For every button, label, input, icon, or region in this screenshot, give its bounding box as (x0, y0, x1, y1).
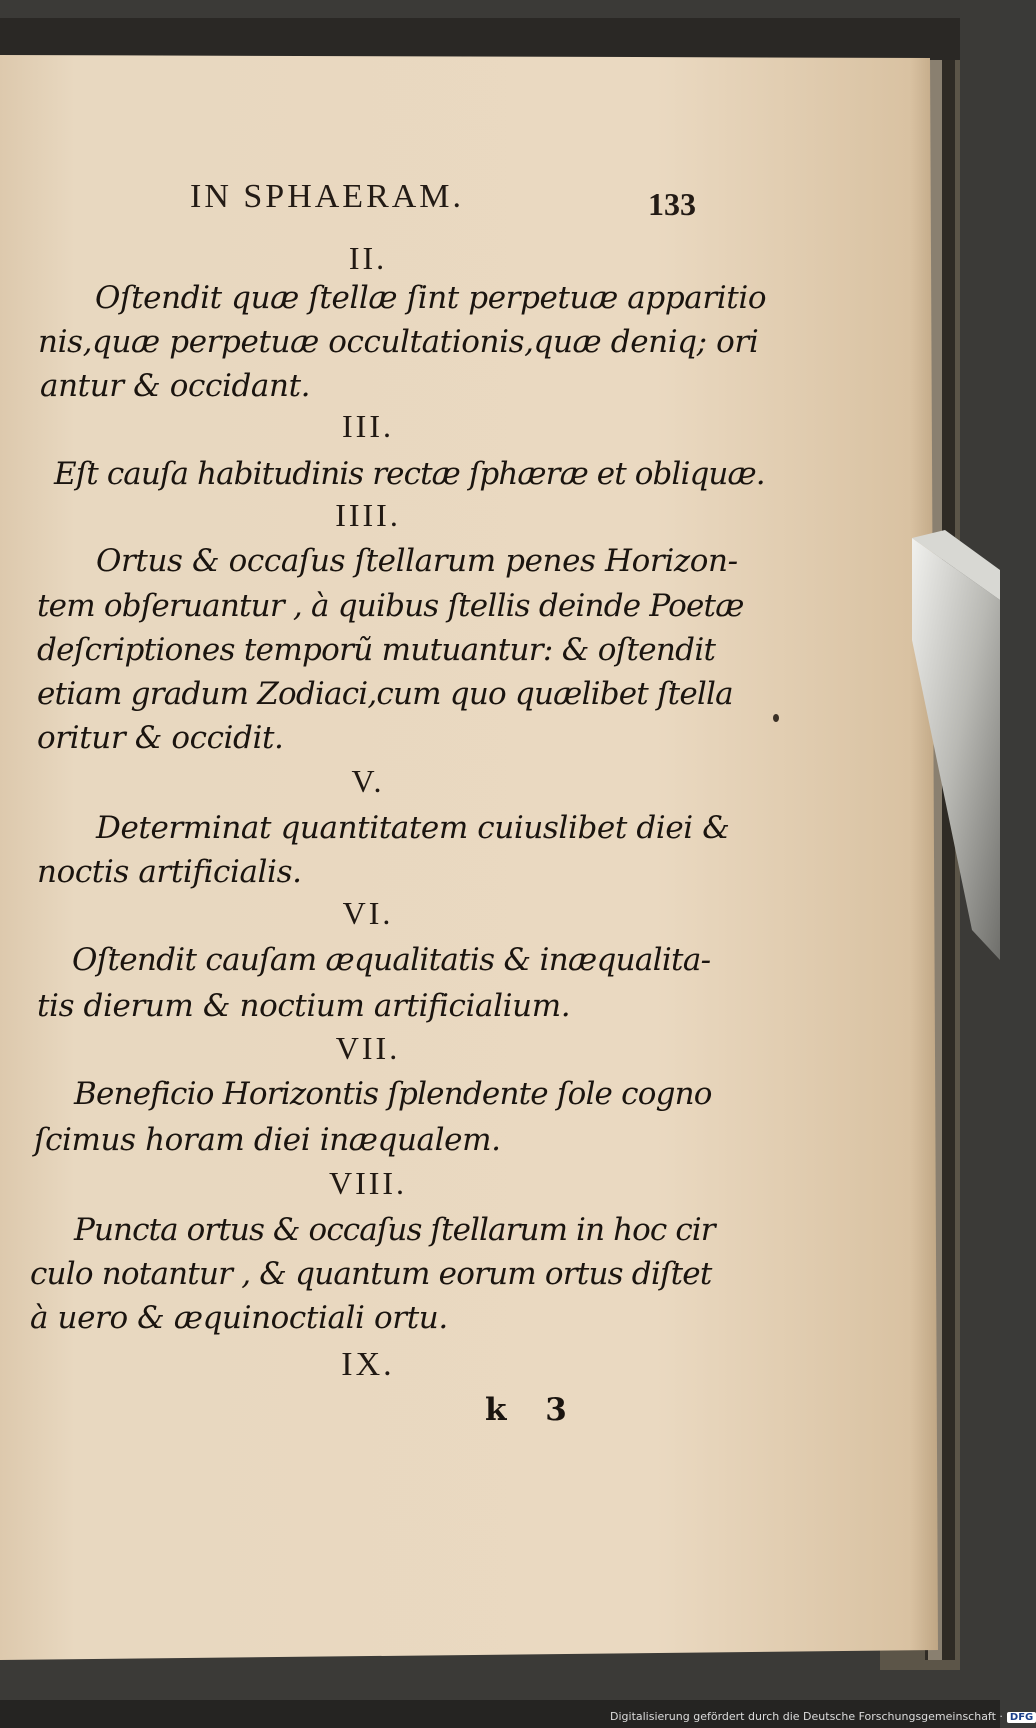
running-head: IN SPHAERAM. (190, 178, 465, 215)
funding-note: Digitalisierung gefördert durch die Deutsche Forschungsgemeinschaft · (610, 1710, 1003, 1723)
text-line: oritur & occidit. (37, 720, 284, 756)
text-line: nis,quæ perpetuæ occultationis,quæ deniq; ori (38, 324, 759, 360)
text-line: culo notantur , & quantum eorum ortus diſtet (30, 1256, 712, 1292)
text-line: Determinat quantitatem cuiuslibet diei & (96, 810, 730, 846)
text-line: Oſtendit quæ ſtellæ ſint perpetuæ apparitio (95, 280, 767, 316)
text-line: tis dierum & noctium artificialium. (37, 988, 571, 1024)
text-line: Puncta ortus & occaſus ſtellarum in hoc cir (74, 1212, 715, 1248)
section-number: III. (342, 408, 394, 444)
text-line: à uero & æquinoctiali ortu. (30, 1300, 448, 1336)
section-number: VI. (342, 895, 394, 931)
section-number: IX. (341, 1346, 395, 1383)
text-line: deſcriptiones temporũ mutuantur: & oſtendit (37, 632, 716, 668)
page-number: 133 (648, 186, 696, 222)
section-number: IIII. (335, 497, 401, 533)
section-number: VIII. (328, 1165, 408, 1201)
text-line: Oſtendit cauſam æqualitatis & inæqualita- (72, 942, 711, 978)
text-line: Ortus & occaſus ſtellarum penes Horizon- (96, 543, 738, 579)
dfg-logo: DFG (1007, 1712, 1036, 1723)
text-line: ſcimus horam diei inæqualem. (34, 1122, 501, 1158)
section-number: V. (351, 763, 385, 799)
digitization-credit (610, 1710, 1036, 1723)
text-line: noctis artificialis. (37, 854, 302, 890)
section-number: II. (348, 240, 388, 276)
text-line: Beneficio Horizontis ſplendente ſole cogno (74, 1076, 712, 1112)
text-line: Eſt cauſa habitudinis rectæ ſphæræ et obliquæ. (54, 456, 765, 492)
text-line: tem obſeruantur , à quibus ſtellis deinde Poetæ (37, 588, 744, 624)
text-line: etiam gradum Zodiaci,cum quo quælibet ſtella (37, 676, 733, 712)
section-number: VII. (335, 1030, 401, 1066)
text-line: antur & occidant. (40, 368, 311, 404)
signature-mark: k 3 (485, 1392, 581, 1428)
